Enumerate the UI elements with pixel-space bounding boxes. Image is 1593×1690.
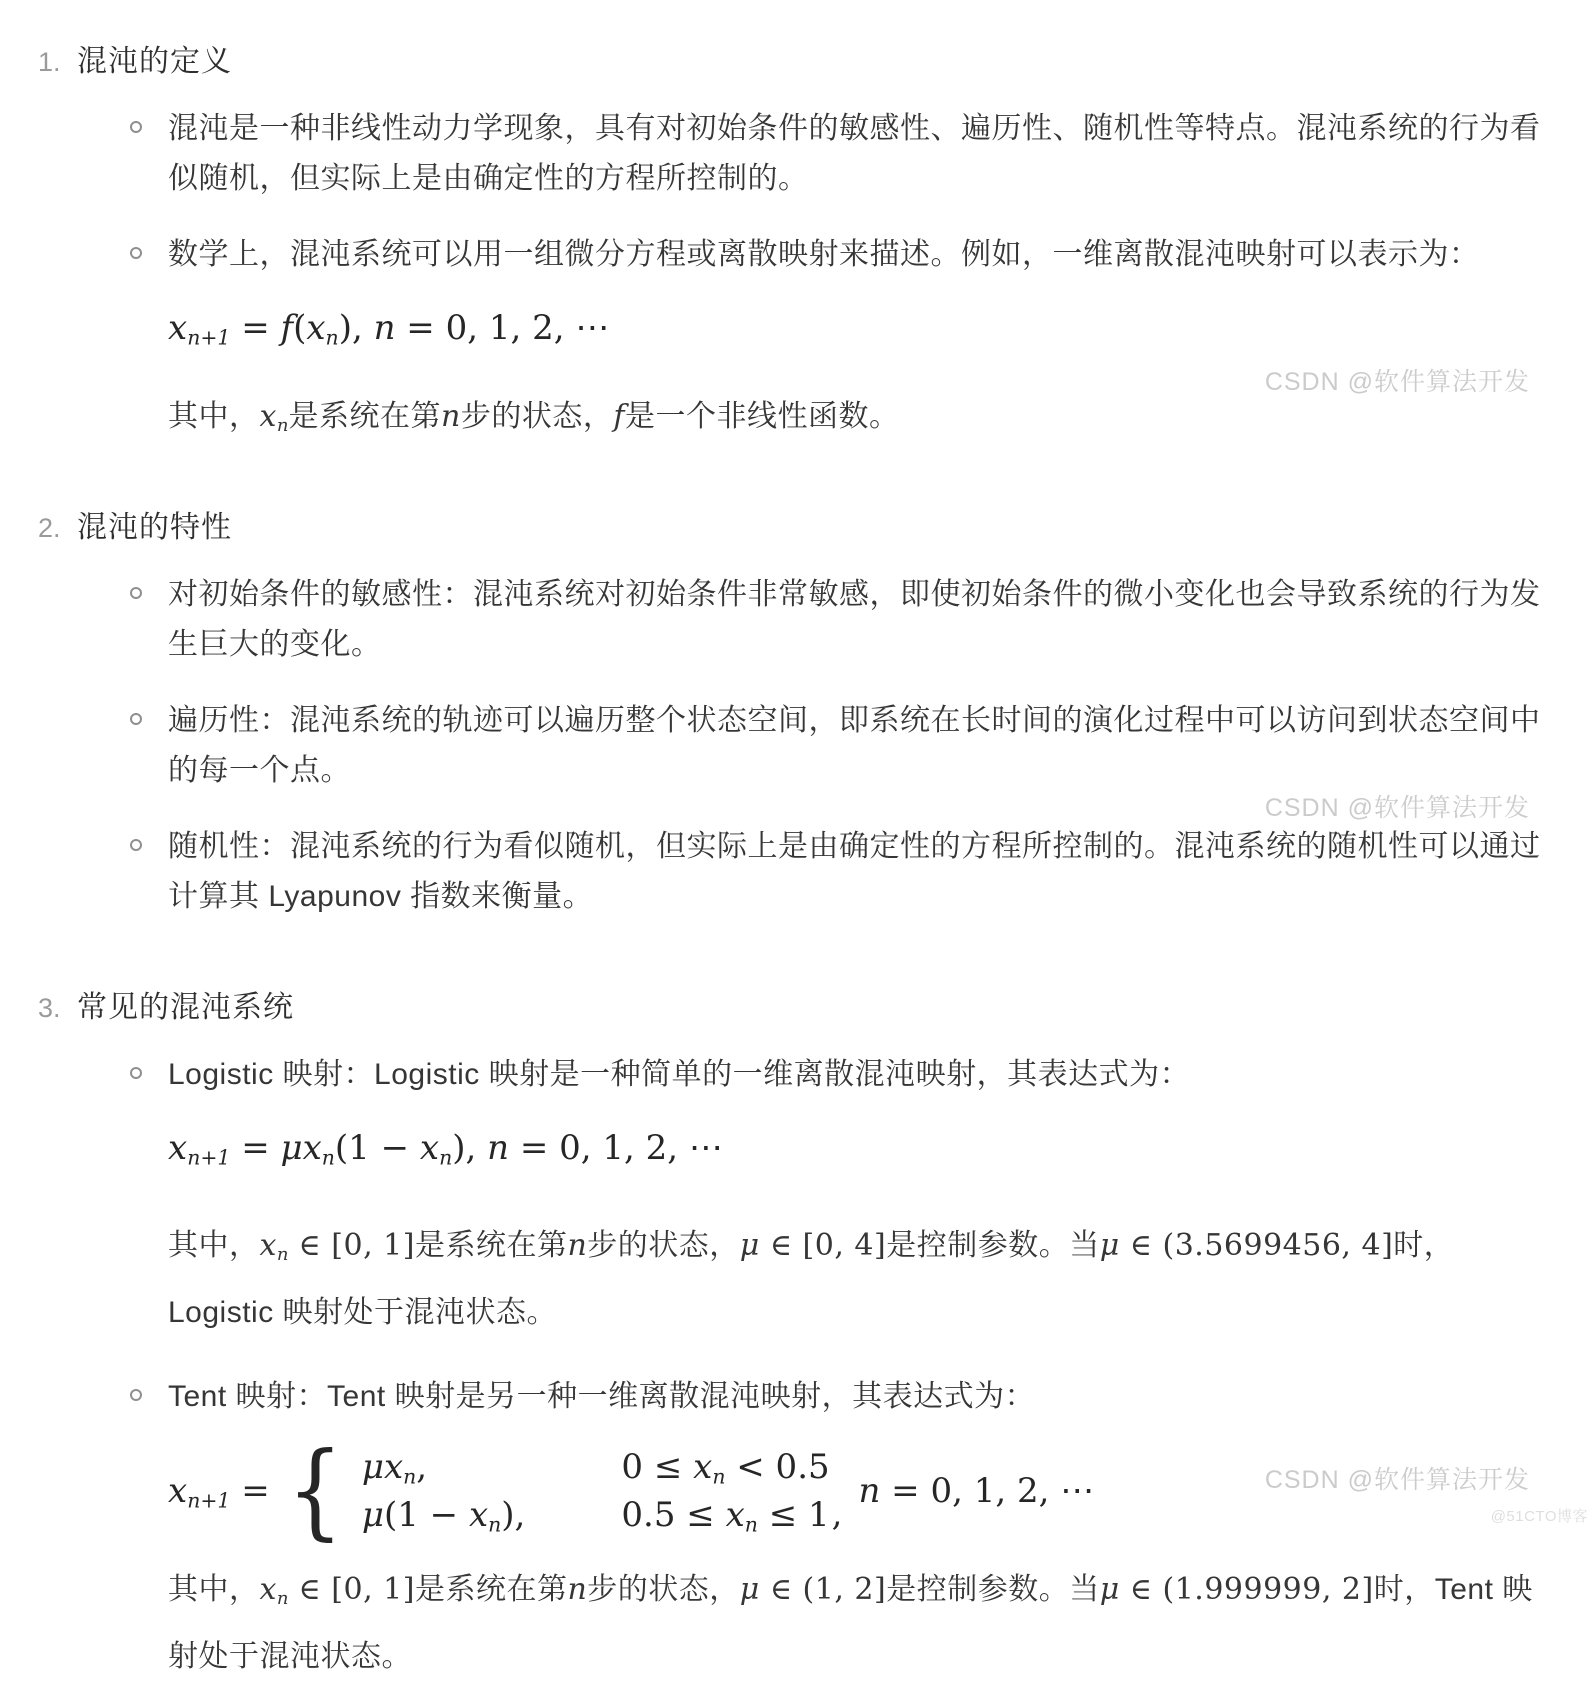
- csdn-watermark: CSDN @软件算法开发: [1264, 368, 1530, 396]
- paragraph: Tent 映射：Tent 映射是另一种一维离散混沌映射，其表达式为：: [168, 1380, 1036, 1413]
- 51cto-watermark: @51CTO博客: [1490, 1508, 1588, 1525]
- section-3-heading: [38, 982, 1553, 1026]
- list-item-body: [168, 1050, 1553, 1346]
- circle-bullet-icon: [130, 121, 142, 133]
- math-formula-discrete-map: $x_{n+1} = f(x_n)$, n = 0, 1, 2, ⋯: [168, 308, 610, 350]
- tent-case-cond-2: $0.5 \le x_n \le 1$: [621, 1494, 830, 1537]
- math-formula-logistic-map: $x_{n+1} = \mu x_n(1 - x_n)$, n = 0, 1, 2, ⋯: [168, 1128, 723, 1170]
- circle-bullet-icon: [130, 1389, 142, 1401]
- csdn-watermark: CSDN @软件算法开发: [1264, 794, 1530, 822]
- list-item-logistic-map: [38, 1050, 1553, 1346]
- paragraph: 数学上，混沌系统可以用一组微分方程或离散映射来描述。例如，一维离散混沌映射可以表示为：: [168, 238, 1480, 271]
- tent-index-range: n = 0, 1, 2, ⋯: [858, 1470, 1095, 1511]
- paragraph: Logistic 映射：Logistic 映射是一种简单的一维离散混沌映射，其表达式为：: [168, 1058, 1191, 1091]
- list-item: [38, 104, 1553, 204]
- list-item-tent-map: [38, 1372, 1553, 1690]
- circle-bullet-icon: [130, 587, 142, 599]
- left-brace-glyph: {: [286, 1429, 343, 1551]
- circle-bullet-icon: [130, 839, 142, 851]
- paragraph: 其中，$x_n$ ∈ [0, 1]是系统在第n步的状态，μ ∈ (1, 2]是控制参数。当μ ∈ (1.999999, 2]时，Tent 映射处于混沌状态。: [168, 1571, 1533, 1673]
- paragraph: 混沌是一种非线性动力学现象，具有对初始条件的敏感性、遍历性、随机性等特点。混沌系统的行为看似随机，但实际上是由确定性的方程所控制的。: [168, 112, 1541, 195]
- list-item: [38, 230, 1553, 442]
- list-item-body: [168, 230, 1553, 442]
- csdn-watermark: CSDN @软件算法开发: [1264, 1466, 1530, 1494]
- paragraph: 其中，$x_n$ ∈ [0, 1]是系统在第n步的状态，μ ∈ [0, 4]是控制参数。当μ ∈ (3.5699456, 4]时，Logistic 映射处于混沌状态。: [168, 1228, 1455, 1329]
- tent-case-value-2: $\mu(1 - x_n)$,: [361, 1494, 526, 1537]
- list-item-body: [168, 822, 1553, 922]
- circle-bullet-icon: [130, 247, 142, 259]
- tent-cases: [362, 1447, 830, 1535]
- circle-bullet-icon: [130, 1067, 142, 1079]
- list-item: [38, 822, 1553, 922]
- circle-bullet-icon: [130, 713, 142, 725]
- section-2-number: 2.: [38, 513, 61, 543]
- section-2-title: 混沌的特性: [77, 511, 232, 544]
- section-chaos-properties: [38, 502, 1553, 922]
- section-1-title: 混沌的定义: [77, 45, 232, 78]
- section-2-heading: [38, 502, 1553, 546]
- list-item-body: [168, 570, 1553, 670]
- tent-comma: ,: [831, 1493, 843, 1534]
- paragraph: 其中，$x_n$是系统在第n步的状态，f是一个非线性函数。: [168, 399, 900, 437]
- tent-case-value-1: $\mu x_n$,: [361, 1446, 428, 1489]
- tent-case-cond-1: $0 \le x_n < 0.5$: [621, 1446, 830, 1489]
- list-item-body: [168, 1372, 1553, 1690]
- list-item-body: [168, 696, 1553, 796]
- section-1-heading: [38, 36, 1553, 80]
- paragraph: 对初始条件的敏感性：混沌系统对初始条件非常敏感，即使初始条件的微小变化也会导致系统的行为发生巨大的变化。: [168, 578, 1541, 661]
- tent-lhs: $x_{n+1}$ =: [168, 1470, 270, 1513]
- paragraph: 遍历性：混沌系统的轨迹可以遍历整个状态空间，即系统在长时间的演化过程中可以访问到状态空间中的每一个点。: [168, 704, 1541, 787]
- paragraph: 随机性：混沌系统的行为看似随机，但实际上是由确定性的方程所控制的。混沌系统的随机性可以通过计算其 Lyapunov 指数来衡量。: [168, 830, 1541, 913]
- section-1-number: 1.: [38, 47, 61, 77]
- section-common-chaotic-systems: [38, 982, 1553, 1690]
- section-3-title: 常见的混沌系统: [77, 991, 294, 1024]
- list-item: [38, 570, 1553, 670]
- section-3-number: 3.: [38, 993, 61, 1023]
- list-item: [38, 696, 1553, 796]
- list-item-body: [168, 104, 1553, 204]
